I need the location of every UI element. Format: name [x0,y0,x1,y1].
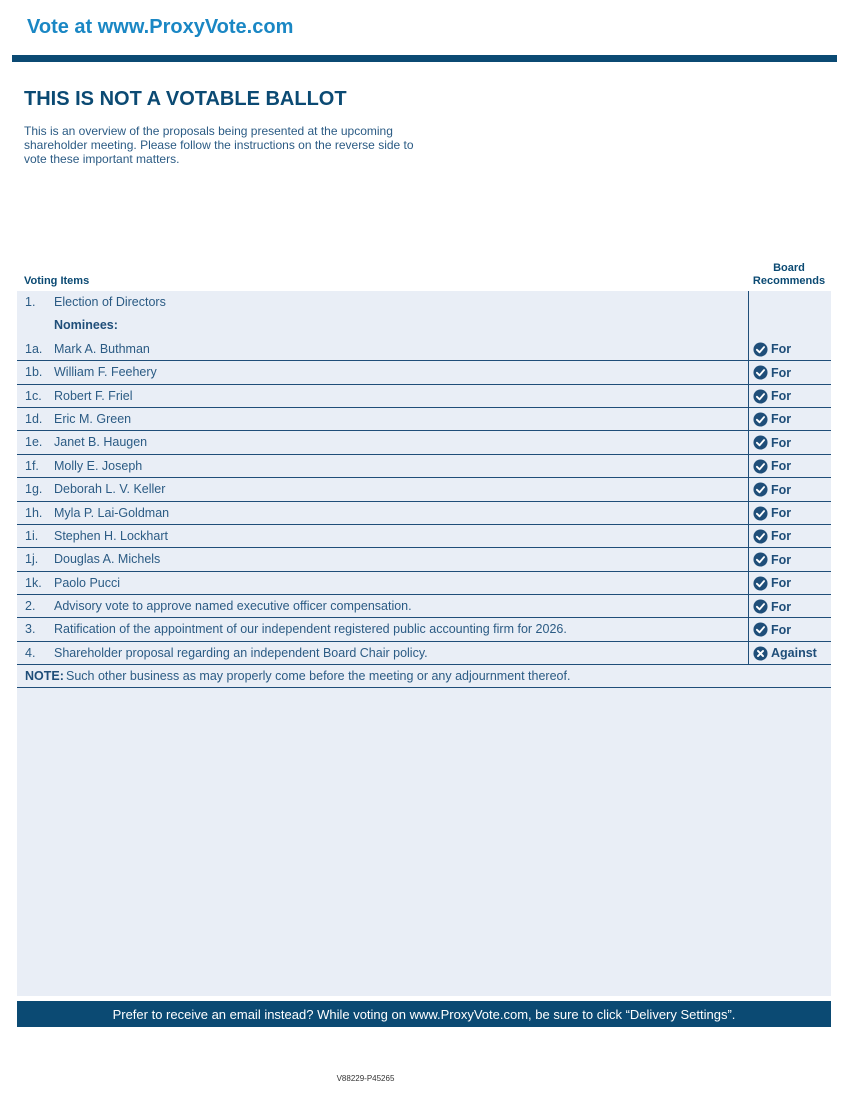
recommendation-cell [748,408,831,430]
item-text: Nominees: [54,318,118,333]
recommendation-cell [748,338,831,360]
table-row [17,548,831,571]
item-number: 3. [25,622,36,637]
table-row [17,502,831,525]
item-text: Robert F. Friel [54,388,133,403]
recommendation-label: For [771,622,792,637]
recommendation-badge [753,482,791,497]
table-row [17,338,831,361]
table-row [17,385,831,408]
recommendation-cell [748,502,831,524]
item-number: 1b. [25,365,43,380]
item-number: 1g. [25,482,43,497]
note-row [17,665,831,688]
item-number: 1i. [25,528,39,543]
check-circle-icon [753,599,771,614]
recommendation-label: For [771,529,792,544]
recommendation-badge [753,646,817,661]
recommendation-cell [748,572,831,594]
table-row [17,525,831,548]
item-text: Molly E. Joseph [54,458,143,473]
check-circle-icon [753,529,771,544]
intro-text: This is an overview of the proposals being presented at the upcoming shareholder meeting. Please follow the instructions on the reverse side to vote these important matters. [24,124,414,166]
item-text: Advisory vote to approve named executive officer compensation. [54,599,412,614]
item-number: 1a. [25,341,43,356]
recommendation-label: For [771,576,792,591]
item-text: Mark A. Buthman [54,341,150,356]
recommendation-badge [753,412,791,427]
recommendation-badge [753,552,791,567]
check-circle-icon [753,482,771,497]
check-circle-icon [753,576,771,591]
recommendation-cell [748,595,831,617]
recommendation-label: For [771,599,792,614]
recommendation-label: For [771,412,792,427]
item-number: 1d. [25,411,43,426]
check-circle-icon [753,365,771,380]
item-text: Paolo Pucci [54,575,121,590]
recommendation-cell [748,455,831,477]
item-text: Janet B. Haugen [54,435,148,450]
item-text: Myla P. Lai-Goldman [54,505,170,520]
recommendation-badge [753,622,791,637]
recommendation-badge [753,365,791,380]
recommendation-cell [748,314,831,337]
document-code: V88229-P45265 [336,1074,395,1083]
table-row [17,314,831,337]
note-label: NOTE: [25,669,64,684]
table-row [17,431,831,454]
check-circle-icon [753,435,771,450]
email-delivery-banner [17,1001,831,1027]
item-number: 1c. [25,388,42,403]
recommendation-cell [748,361,831,383]
recommendation-badge [753,459,791,474]
recommendation-badge [753,389,791,404]
recommendation-label: For [771,459,792,474]
item-text: Deborah L. V. Keller [54,482,166,497]
page-title: THIS IS NOT A VOTABLE BALLOT [24,88,347,110]
item-text: Shareholder proposal regarding an independent Board Chair policy. [54,645,428,660]
table-row [17,455,831,478]
recommendation-badge [753,529,791,544]
item-text: Stephen H. Lockhart [54,528,168,543]
recommendation-label: For [771,506,792,521]
recommendation-badge [753,576,791,591]
item-number: 1e. [25,435,43,450]
table-row [17,595,831,618]
recommendation-label: For [771,435,792,450]
table-row [17,642,831,665]
recommendation-cell [748,478,831,500]
recommendation-label: For [771,365,792,380]
item-text: Eric M. Green [54,411,132,426]
recommendation-badge [753,599,791,614]
check-circle-icon [753,622,771,637]
table-row [17,478,831,501]
item-number: 1h. [25,505,43,520]
recommendation-badge [753,342,791,357]
recommendation-badge [753,506,791,521]
recommendation-cell [748,291,831,314]
board-recommends-header [748,262,830,288]
recommendation-cell [748,525,831,547]
recommendation-label: For [771,342,792,357]
table-row [17,361,831,384]
check-circle-icon [753,389,771,404]
x-circle-icon [753,646,771,661]
check-circle-icon [753,342,771,357]
check-circle-icon [753,459,771,474]
recommendation-cell [748,385,831,407]
voting-items-table [17,291,831,688]
item-text: Election of Directors [54,295,166,309]
table-row [17,291,831,314]
recommendation-cell [748,431,831,453]
voting-items-header: Voting Items [24,275,90,287]
item-number: 1k. [25,575,42,590]
item-number: 4. [25,645,36,660]
note-text: Such other business as may properly come before the meeting or any adjournment thereof. [66,669,571,684]
table-row [17,618,831,641]
item-number: 2. [25,599,36,614]
vote-url-heading: Vote at www.ProxyVote.com [27,16,294,38]
item-text: Douglas A. Michels [54,552,161,567]
item-number: 1j. [25,552,39,567]
table-row [17,408,831,431]
item-text: William F. Feehery [54,365,157,380]
header-divider [12,55,837,62]
recommendation-label: For [771,552,792,567]
email-prompt-text: Prefer to receive an email instead? While voting on www.ProxyVote.com, be sure to click “Delivery Settings”. [112,1006,736,1022]
board-header-line2: Recommends [752,275,826,287]
recommendation-label: Against [771,646,817,661]
check-circle-icon [753,412,771,427]
recommendation-badge [753,435,791,450]
recommendation-label: For [771,482,792,497]
item-text: Ratification of the appointment of our independent registered public accounting firm for 2026. [54,622,567,637]
board-header-line1: Board [773,262,805,274]
check-circle-icon [753,552,771,567]
item-number: 1. [25,295,36,309]
item-number: 1f. [25,458,39,473]
table-row [17,572,831,595]
recommendation-cell [748,618,831,640]
recommendation-cell [748,548,831,570]
check-circle-icon [753,506,771,521]
recommendation-label: For [771,389,792,404]
recommendation-cell [748,642,831,664]
